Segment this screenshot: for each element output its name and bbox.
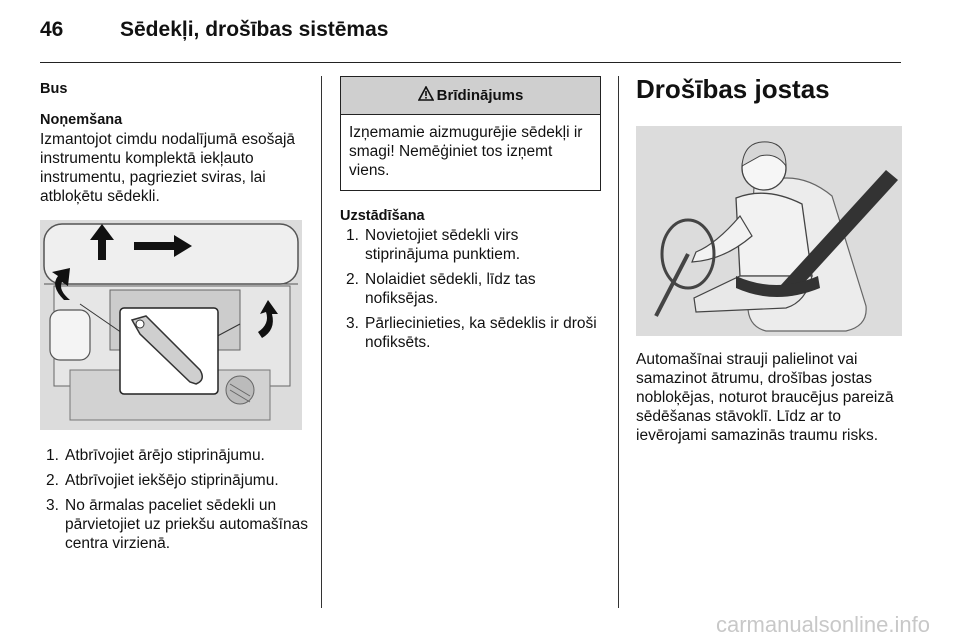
column-divider-right [618,76,619,608]
removal-subheading: Noņemšana [40,112,123,128]
column-seat-removal [40,80,308,559]
vehicle-heading: Bus [40,81,68,97]
warning-box [340,76,601,191]
list-item: 3. No ārmalas paceliet sēdekli un pārvietojiet uz priekšu automašīnas centra virzienā. [46,497,308,552]
installation-steps [340,226,602,352]
watermark: carmanualsonline.info [715,612,930,637]
column-divider-left [321,76,322,608]
warning-triangle-icon [418,86,434,106]
page-header [40,18,900,58]
warning-header [341,77,600,115]
list-item: 2. Atbrīvojiet iekšējo stiprinājumu. [46,472,279,489]
list-item: 2. Nolaidiet sēdekli, līdz tas nofiksējas. [346,271,536,307]
list-item: 1. Novietojiet sēdekli virs stiprinājuma punktiem. [346,227,521,263]
installation-subheading: Uzstādīšana [340,208,425,224]
seatbelt-text: Automašīnai strauji palielinot vai samazinot ātrumu, drošības jostas nobloķējas, noturot braucējus pareizā sēdēšanas stāvoklī. Līdz ar to ievērojami samazinās traumu risks. [636,351,894,444]
removal-steps [40,446,308,553]
removal-intro: Izmantojot cimdu nodalījumā esošajā instrumentu komplektā iekļauto instrumentu, pagrieziet sviras, lai atbloķētu sēdekli. [40,131,296,205]
list-item: 1. Atbrīvojiet ārējo stiprinājumu. [46,447,265,464]
column-installation [340,76,602,358]
seatbelt-illustration [636,126,902,336]
section-title: Sēdekļi, drošības sistēmas [120,18,389,41]
warning-title: Brīdinājums [436,87,524,104]
seat-removal-illustration [40,220,302,430]
list-item: 3. Pārliecinieties, ka sēdeklis ir droši nofiksēts. [346,315,597,351]
seatbelt-heading: Drošības jostas [636,74,830,104]
column-seat-belts [636,74,902,445]
page-number: 46 [40,18,64,41]
header-rule [40,62,901,63]
warning-text: Izņemamie aizmugurējie sēdekļi ir smagi! Nemēģiniet tos izņemt viens. [349,124,583,179]
